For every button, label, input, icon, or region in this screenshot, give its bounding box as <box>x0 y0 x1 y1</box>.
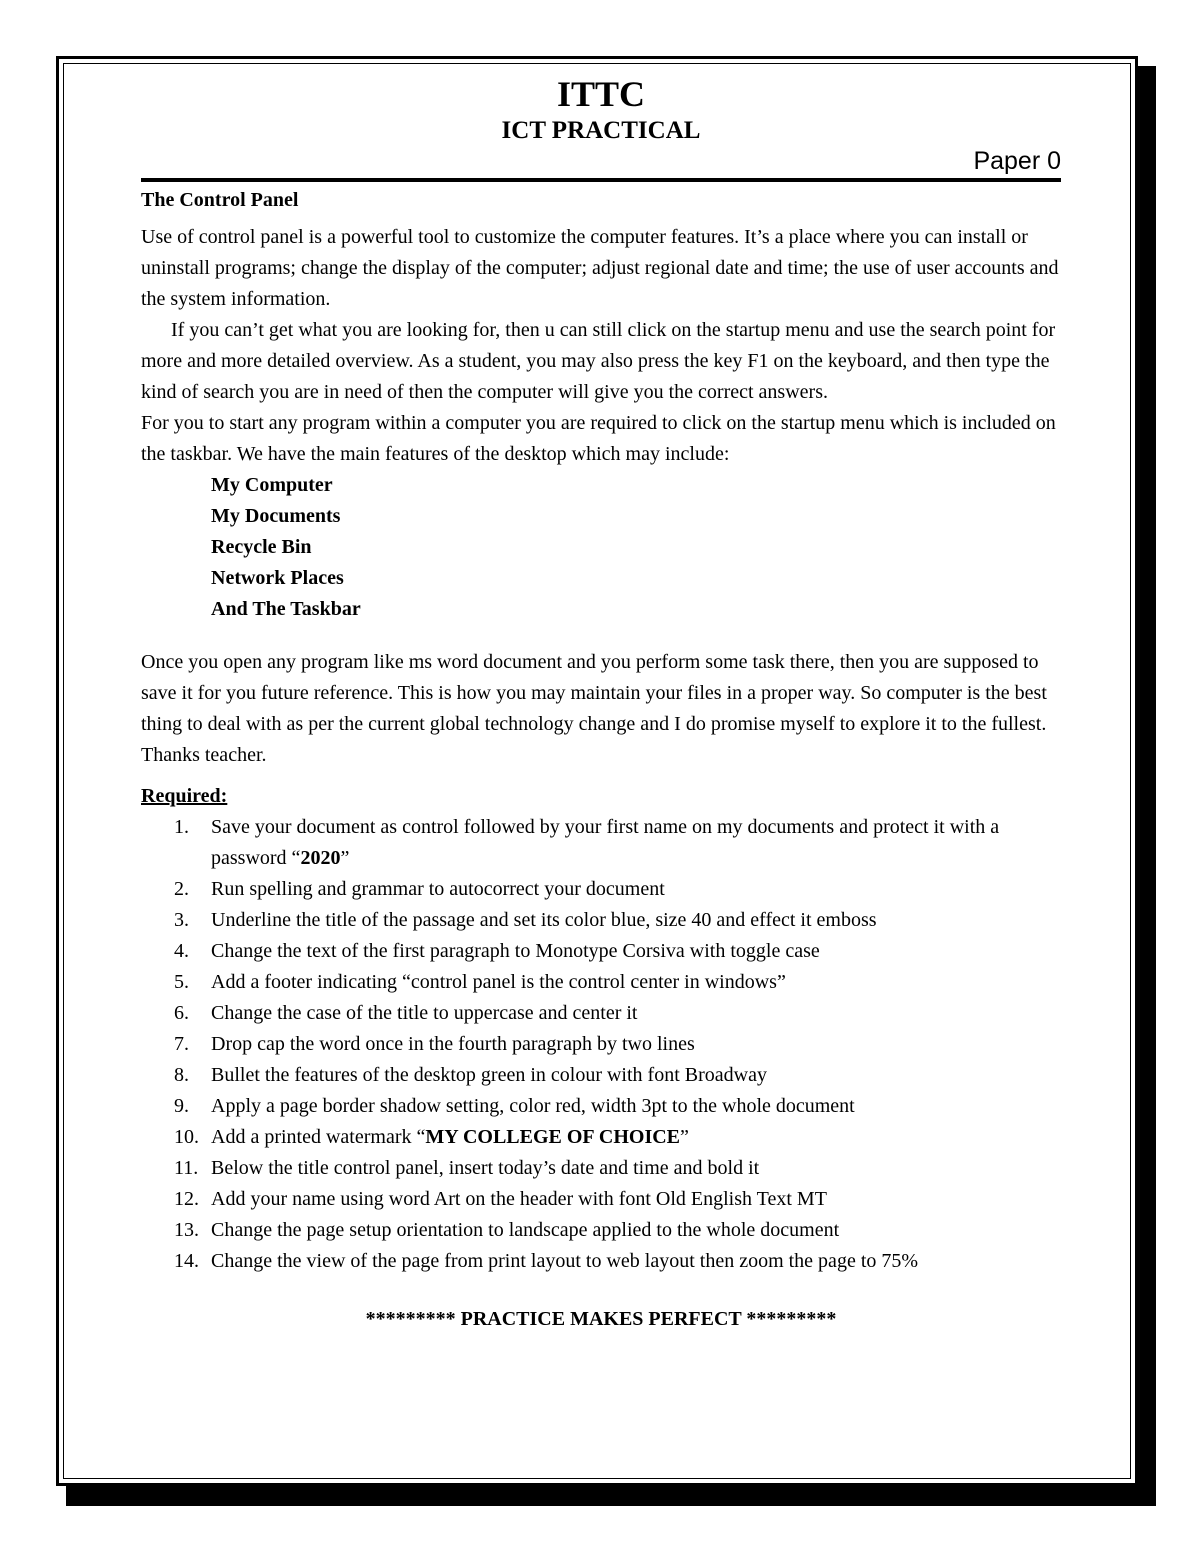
item-text: Drop cap the word once in the fourth paragraph by two lines <box>211 1033 695 1055</box>
required-item <box>174 1122 1061 1153</box>
required-item <box>174 1246 1061 1277</box>
document-content <box>141 72 1061 1333</box>
item-bold: MY COLLEGE OF CHOICE <box>425 1126 681 1148</box>
item-text: Change the page setup orientation to landscape applied to the whole document <box>211 1219 840 1241</box>
item-text: Underline the title of the passage and set its color blue, size 40 and effect it emboss <box>211 909 877 931</box>
required-item <box>174 905 1061 936</box>
required-item <box>174 1091 1061 1122</box>
item-text: Change the case of the title to uppercase and center it <box>211 1002 638 1024</box>
item-text: Add a footer indicating “control panel is the control center in windows” <box>211 971 786 993</box>
item-number: 4. <box>174 940 189 962</box>
section-title: The Control Panel <box>141 189 299 211</box>
item-text-after: ” <box>680 1126 689 1148</box>
item-text-after: ” <box>340 847 350 869</box>
item-number: 3. <box>174 909 189 931</box>
paragraph-3: For you to start any program within a computer you are required to click on the startup menu which is included on the taskbar. We have the main features of the desktop which may include: <box>141 412 1056 465</box>
item-number: 8. <box>174 1064 189 1086</box>
practice-footer: ********* PRACTICE MAKES PERFECT ********* <box>365 1308 837 1330</box>
required-item <box>174 1060 1061 1091</box>
required-item <box>174 967 1061 998</box>
paper-label: Paper 0 <box>141 146 1061 182</box>
item-text: Change the view of the page from print layout to web layout then zoom the page to 75% <box>211 1250 919 1272</box>
paragraph-1: Use of control panel is a powerful tool to customize the computer features. It’s a place where you can install or uninstall programs; change the display of the computer; adjust regional date and time; the use of user accounts and the system information. <box>141 226 1059 310</box>
item-number: 1. <box>174 816 189 838</box>
item-text: Add a printed watermark “ <box>211 1126 426 1148</box>
item-number: 13. <box>174 1219 199 1241</box>
features-list <box>141 470 1061 625</box>
item-number: 2. <box>174 878 189 900</box>
spacer <box>141 625 1061 647</box>
paragraph-2: If you can’t get what you are looking for, then u can still click on the startup menu and use the search point for more and more detailed overview. As a student, you may also press the key F1 on the keyboard, and then type the kind of search you are in need of then the computer will give you the correct answers. <box>141 319 1056 403</box>
paragraph-4: Once you open any program like ms word document and you perform some task there, then you are supposed to save it for you future reference. This is how you may maintain your files in a proper way. So computer is the best thing to deal with as per the current global technology change and I do promise myself to explore it to the fullest. Thanks teacher. <box>141 651 1047 766</box>
required-heading: Required: <box>141 785 228 807</box>
required-item <box>174 936 1061 967</box>
item-text: Run spelling and grammar to autocorrect your document <box>211 878 665 900</box>
item-number: 11. <box>174 1157 199 1179</box>
item-text: Save your document as control followed by your first name on my documents and protect it with a password “ <box>211 816 1000 869</box>
item-number: 12. <box>174 1188 199 1210</box>
required-item <box>174 874 1061 905</box>
item-number: 7. <box>174 1033 189 1055</box>
required-item <box>174 1184 1061 1215</box>
item-number: 6. <box>174 1002 189 1024</box>
item-text: Below the title control panel, insert today’s date and time and bold it <box>211 1157 760 1179</box>
required-item <box>174 998 1061 1029</box>
required-item <box>174 1029 1061 1060</box>
document-subtitle: ICT PRACTICAL <box>501 117 701 144</box>
item-number: 14. <box>174 1250 199 1272</box>
item-text: Change the text of the first paragraph to Monotype Corsiva with toggle case <box>211 940 820 962</box>
item-bold: 2020 <box>300 847 341 869</box>
feature-item: Recycle Bin <box>211 536 312 558</box>
required-item <box>174 1153 1061 1184</box>
required-list <box>141 812 1061 1277</box>
item-text: Bullet the features of the desktop green in colour with font Broadway <box>211 1064 767 1086</box>
item-text: Apply a page border shadow setting, color red, width 3pt to the whole document <box>211 1095 855 1117</box>
item-text: Add your name using word Art on the header with font Old English Text MT <box>211 1188 827 1210</box>
required-item <box>174 1215 1061 1246</box>
item-number: 9. <box>174 1095 189 1117</box>
document-title: ITTC <box>556 74 646 114</box>
item-number: 5. <box>174 971 189 993</box>
feature-item: My Computer <box>211 474 333 496</box>
feature-item: My Documents <box>211 505 341 527</box>
required-item <box>174 812 1061 874</box>
feature-item: Network Places <box>211 567 344 589</box>
feature-item: And The Taskbar <box>211 598 361 620</box>
item-number: 10. <box>174 1126 199 1148</box>
